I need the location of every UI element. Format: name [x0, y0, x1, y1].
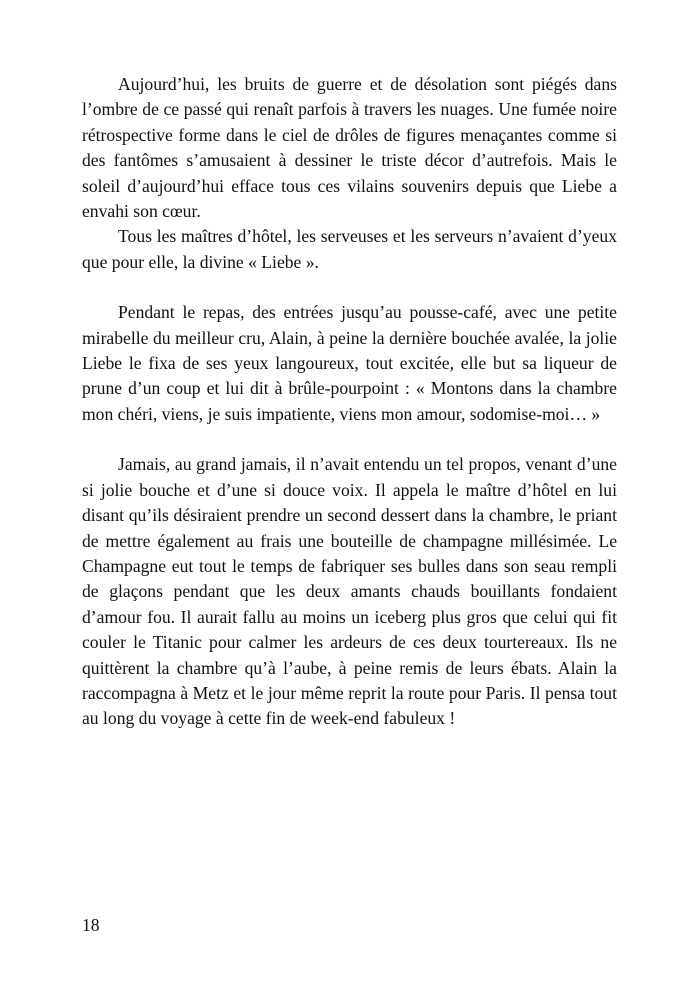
- paragraph-2: Tous les maîtres d’hôtel, les serveuses et les serveurs n’avaient d’yeux que pour elle, la divine « Liebe ».: [82, 226, 617, 272]
- body-text: [82, 72, 617, 732]
- page-number: 18: [82, 915, 100, 935]
- paragraph-4: Jamais, au grand jamais, il n’avait entendu un tel propos, venant d’une si jolie bouche et d’une si douce voix. Il appela le maître d’hôtel en lui disant qu’ils désiraient prendre un second dessert dans la chambre, le priant de mettre également au frais une bouteille de champagne millésimée. Le Champagne eut tout le temps de fabriquer ses bulles dans son seau rempli de glaçons pendant que les deux amants chauds bouillants fondaient d’amour fou. Il aurait fallu au moins un iceberg plus gros que celui qui fit couler le Titanic pour calmer les ardeurs de ces deux tourtereaux. Ils ne quittèrent la chambre qu’à l’aube, à peine remis de leurs ébats. Alain la raccompagna à Metz et le jour même reprit la route pour Paris. Il pensa tout au long du voyage à cette fin de week-end fabuleux !: [82, 454, 617, 729]
- paragraph-spacer: [82, 275, 617, 300]
- paragraph-1: Aujourd’hui, les bruits de guerre et de désolation sont piégés dans l’ombre de ce passé qui renaît parfois à travers les nuages. Une fumée noire rétrospective forme dans le ciel de drôles de figures menaçantes comme si des fantômes s’amusaient à dessiner le triste décor d’autrefois. Mais le soleil d’aujourd’hui efface tous ces vilains souvenirs depuis que Liebe a envahi son cœur.: [82, 74, 617, 222]
- paragraph-spacer: [82, 427, 617, 452]
- paragraph-3: Pendant le repas, des entrées jusqu’au pousse-café, avec une petite mirabelle du meilleur cru, Alain, à peine la dernière bouchée avalée, la jolie Liebe le fixa de ses yeux langoureux, tout excitée, elle but sa liqueur de prune d’un coup et lui dit à brûle-pourpoint : « Montons dans la chambre mon chéri, viens, je suis impatiente, viens mon amour, sodomise-moi… »: [82, 302, 617, 424]
